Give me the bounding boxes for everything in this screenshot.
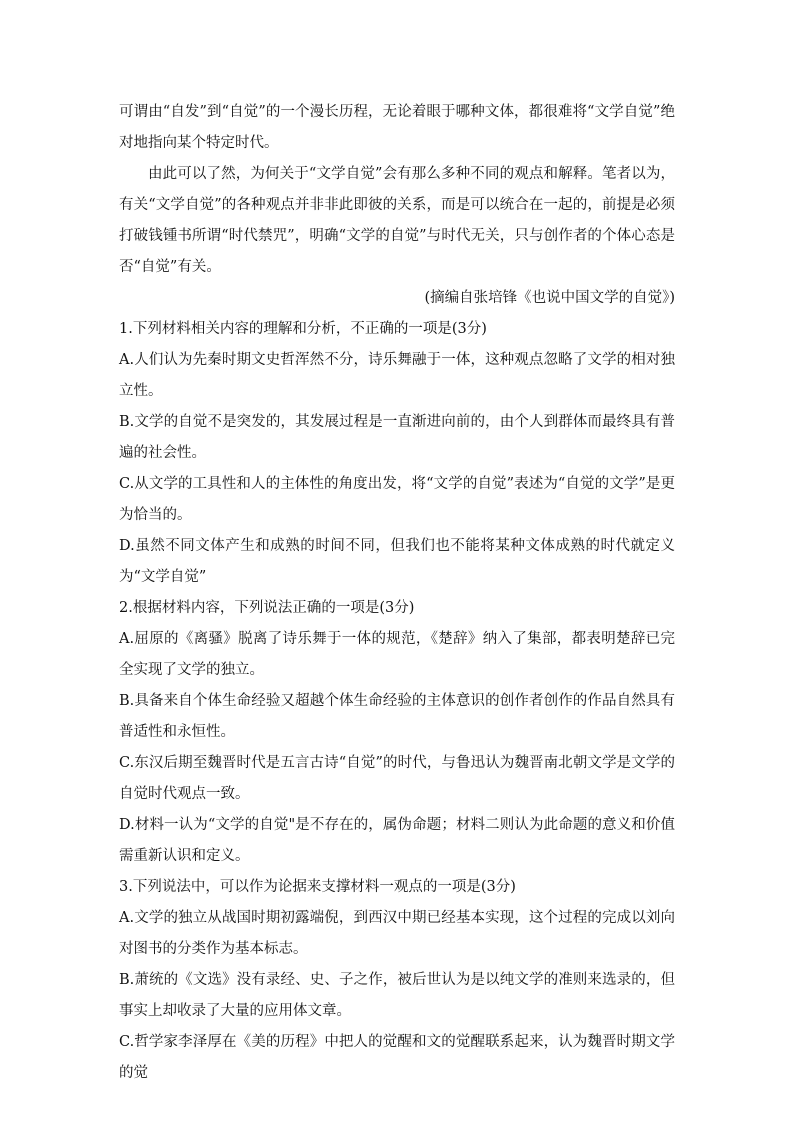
option-a: A.人们认为先秦时期文史哲浑然不分，诗乐舞融于一体，这种观点忽略了文学的相对独立性。 — [119, 352, 675, 399]
question-stem: 3.下列说法中，可以作为论据来支撑材料一观点的一项是(3分) — [119, 879, 516, 895]
passage-paragraph-1: 可谓由“自发”到“自觉”的一个漫长历程，无论着眼于哪种文体，都很难将“文学自觉”绝对地指向某个特定时代。 — [119, 104, 675, 151]
passage-paragraph-2: 由此可以了然，为何关于“文学自觉”会有那么多种不同的观点和解释。笔者以为，有关“文学自觉”的各种观点并非非此即彼的关系，而是可以统合在一起的，前提是必须打破钱锺书所谓“时代禁咒”，明确“文学的自觉”与时代无关，只与创作者的个体心态是否“自觉”有关。 — [119, 166, 675, 275]
option-d: D.材料一认为“文学的自觉"是不存在的，属伪命题；材料二则认为此命题的意义和价值需重新认识和定义。 — [119, 817, 675, 864]
question-stem: 2.根据材料内容，下列说法正确的一项是(3分) — [119, 600, 415, 616]
option-b: B.萧统的《文选》没有录经、史、子之作，被后世认为是以纯文学的准则来选录的，但事实上却收录了大量的应用体文章。 — [119, 972, 675, 1019]
option-c: C.哲学家李泽厚在《美的历程》中把人的觉醒和文的觉醒联系起来，认为魏晋时期文学的觉 — [119, 1034, 675, 1081]
question-stem: 1.下列材料相关内容的理解和分析，不正确的一项是(3分) — [119, 321, 487, 337]
option-d: D.虽然不同文体产生和成熟的时间不同，但我们也不能将某种文体成熟的时代就定义为“文学自觉” — [119, 538, 675, 585]
page-content — [119, 97, 675, 1089]
option-b: B.文学的自觉不是突发的，其发展过程是一直渐进向前的，由个人到群体而最终具有普遍的社会性。 — [119, 414, 675, 461]
option-c: C.东汉后期至魏晋时代是五言古诗“自觉”的时代，与鲁迅认为魏晋南北朝文学是文学的自觉时代观点一致。 — [119, 755, 675, 802]
option-c: C.从文学的工具性和人的主体性的角度出发，将“文学的自觉”表述为“自觉的文学”是更为恰当的。 — [119, 476, 675, 523]
question-2 — [119, 593, 675, 872]
option-a: A.文学的独立从战国时期初露端倪，到西汉中期已经基本实现，这个过程的完成以刘向对图书的分类作为基本标志。 — [119, 910, 675, 957]
passage-source: (摘编自张培锋《也说中国文学的自觉》) — [424, 290, 675, 306]
option-a: A.屈原的《离骚》脱离了诗乐舞于一体的规范，《楚辞》纳入了集部，都表明楚辞已完全实现了文学的独立。 — [119, 631, 675, 678]
option-b: B.具备来自个体生命经验又超越个体生命经验的主体意识的创作者创作的作品自然具有普适性和永恒性。 — [119, 693, 675, 740]
question-1 — [119, 314, 675, 593]
question-3 — [119, 872, 675, 1089]
